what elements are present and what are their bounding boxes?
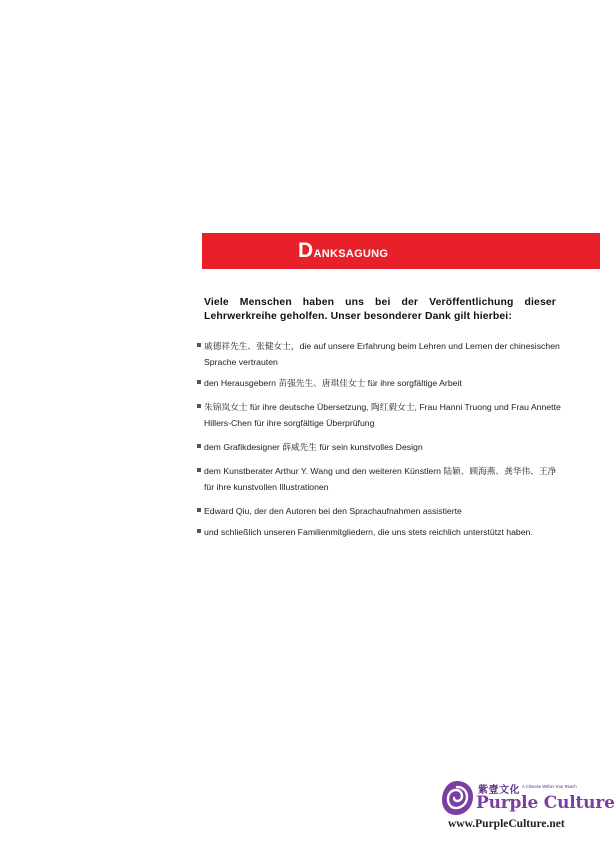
list-item <box>197 338 564 370</box>
page-title <box>298 239 388 263</box>
bullet-icon <box>197 444 201 448</box>
bullet-icon <box>197 380 201 384</box>
logo-chinese-name: 紫壹文化 <box>478 785 520 796</box>
page-title-rest: anksagung <box>313 244 389 261</box>
list-item <box>197 399 564 431</box>
logo-tagline: A Chinese Within Your Reach <box>522 784 577 789</box>
list-item-text: und schließlich unseren Familienmitgliedern, die uns stets reichlich unterstützt haben. <box>204 527 533 537</box>
list-item <box>197 463 564 495</box>
list-item-text: den Herausgebern 苗强先生、唐琪佳女士 für ihre sorgfältige Arbeit <box>204 378 462 388</box>
logo-name: Purple Culture <box>476 793 615 813</box>
list-item-text: Edward Qiu, der den Autoren bei den Sprachaufnahmen assistierte <box>204 506 462 516</box>
list-item <box>197 439 564 455</box>
list-item-text: 朱锦岚女士 für ihre deutsche Übersetzung, 陶红毅女士, Frau Hanni Truong und Frau Annette Hillers-Chen für ihre sorgfältige Überprüfung <box>204 402 561 428</box>
purple-culture-emblem-icon <box>439 778 475 818</box>
list-item-text: dem Kunstberater Arthur Y. Wang und den weiteren Künstlern 陆颖、顾海燕、龚华伟、王净 für ihre kunstvollen Illustrationen <box>204 466 557 492</box>
page-title-initial: D <box>298 239 314 262</box>
bullet-icon <box>197 404 201 408</box>
list-item-text: dem Grafikdesigner 薛威先生 für sein kunstvolles Design <box>204 442 423 452</box>
list-item <box>197 375 564 391</box>
intro-paragraph: Viele Menschen haben uns bei der Veröffentlichung dieser Lehrwerkreihe geholfen. Unser besonderer Dank gilt hierbei: <box>204 297 556 322</box>
heading-bar <box>202 233 600 269</box>
bullet-icon <box>197 508 201 512</box>
bullet-icon <box>197 468 201 472</box>
bullet-icon <box>197 343 201 347</box>
list-item-text: 戚德祥先生、张健女士，die auf unsere Erfahrung beim Lehren und Lernen der chinesischen Sprache vertrauten <box>204 341 560 367</box>
list-item <box>197 503 564 519</box>
logo-url: www.PurpleCulture.net <box>448 818 565 830</box>
purple-culture-logo <box>436 778 615 834</box>
list-item <box>197 524 564 540</box>
bullet-icon <box>197 529 201 533</box>
